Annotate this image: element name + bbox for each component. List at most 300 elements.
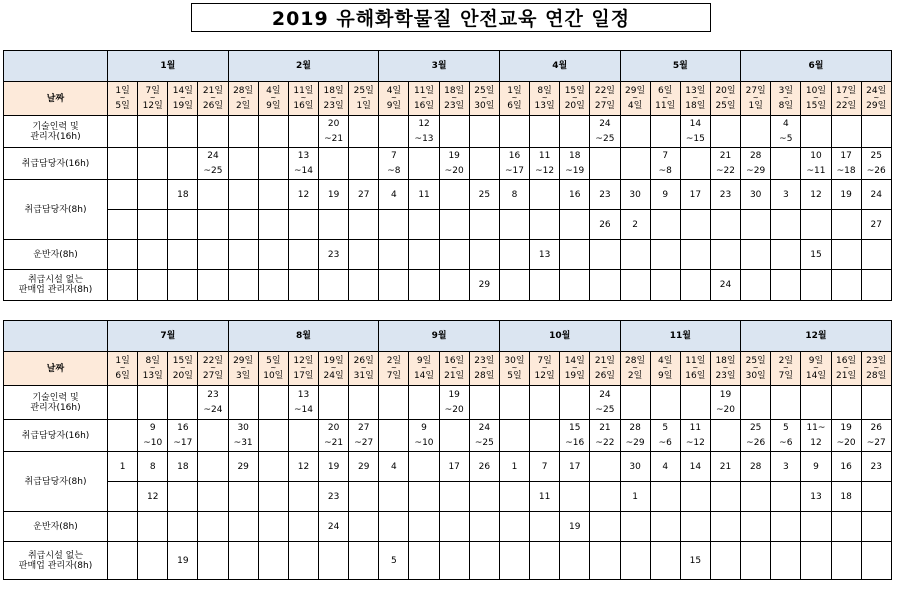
schedule-cell [138,386,168,420]
schedule-cell [710,240,740,270]
schedule-date: 1 [119,461,126,472]
schedule-cell [319,482,349,512]
week-tilde: ~ [119,364,126,372]
week-end: 23일 [715,371,736,381]
schedule-cell [379,240,409,270]
course-label-line: 판매업 관리자(8h) [18,560,93,571]
course-row [4,210,892,240]
schedule-date: 21 [599,423,611,433]
week-start: 27일 [745,86,766,96]
schedule-cell [258,240,288,270]
week-end: 1일 [356,101,371,111]
schedule-date: ~25 [595,405,615,415]
month-header: 5월 [620,51,741,82]
schedule-cell [319,148,349,180]
week-range [409,352,439,386]
week-end: 27일 [202,371,224,381]
week-end: 5일 [507,371,522,381]
week-tilde: ~ [210,364,216,372]
schedule-date: ~10 [143,438,163,448]
schedule-cell [831,482,861,512]
week-range [168,82,198,116]
schedule-cell [771,180,801,210]
schedule-date: 17 [448,461,460,472]
schedule-cell [650,542,680,580]
week-start: 3일 [778,86,794,96]
schedule-cell [349,386,379,420]
schedule-cell [680,542,710,580]
week-tilde: ~ [541,94,548,102]
schedule-cell [710,148,740,180]
schedule-cell [499,512,529,542]
course-label-line: 관리자(16h) [30,131,81,142]
schedule-cell [861,180,891,210]
schedule-cell [560,148,590,180]
week-start: 30일 [504,356,525,366]
schedule-cell [379,512,409,542]
month-header: 1월 [108,51,229,82]
week-end: 15일 [805,101,827,111]
schedule-cell [409,180,439,210]
week-end: 19일 [172,101,193,111]
schedule-cell [319,270,349,301]
schedule-cell [409,512,439,542]
schedule-cell [590,240,620,270]
course-label-line: 기술인력 및 [32,121,79,132]
month-header: 8월 [228,321,379,352]
schedule-date: ~18 [836,166,856,176]
schedule-cell [319,542,349,580]
week-tilde: ~ [451,364,458,372]
week-tilde: ~ [722,94,729,102]
week-tilde: ~ [240,94,247,102]
week-range [560,82,590,116]
course-row [4,240,892,270]
schedule-cell [680,240,710,270]
week-end: 5일 [115,101,130,111]
week-tilde: ~ [390,94,397,102]
schedule-cell [349,512,379,542]
schedule-date: 20 [327,119,340,129]
schedule-cell [439,148,469,180]
schedule-cell [620,512,650,542]
schedule-cell [801,482,831,512]
week-tilde: ~ [843,364,850,372]
week-tilde: ~ [571,364,578,372]
week-range [560,352,590,386]
schedule-cell [590,386,620,420]
schedule-date: ~20 [444,166,464,176]
schedule-date: 17 [569,461,581,472]
week-range [741,352,771,386]
schedule-date: 13 [297,151,310,161]
week-start: 17일 [836,86,857,96]
schedule-cell [710,452,740,482]
schedule-cell [650,148,680,180]
schedule-cell [349,148,379,180]
schedule-cell [771,210,801,240]
schedule-cell [349,240,379,270]
schedule-date: ~21 [324,134,344,144]
schedule-date: 4 [391,189,397,200]
schedule-cell [831,180,861,210]
schedule-cell [228,542,258,580]
course-row [4,512,892,542]
schedule-cell [620,386,650,420]
schedule-date: 23 [599,189,611,200]
week-start: 22일 [202,356,224,366]
schedule-cell [168,270,198,301]
week-end: 21일 [444,371,465,381]
week-start: 22일 [594,86,615,96]
schedule-cell [741,116,771,148]
schedule-cell [108,452,138,482]
schedule-date: 4 [662,461,669,472]
week-tilde: ~ [662,94,669,102]
schedule-date: 20 [327,423,340,433]
schedule-date: 7 [541,461,548,472]
week-range [590,352,620,386]
schedule-cell [288,148,318,180]
week-range [108,352,138,386]
week-tilde: ~ [390,364,397,372]
week-start: 4일 [266,86,281,96]
schedule-date: ~24 [203,405,223,415]
schedule-cell [620,420,650,452]
course-row [4,542,892,580]
week-range [439,352,469,386]
schedule-cell [228,210,258,240]
schedule-cell [319,116,349,148]
schedule-cell [228,482,258,512]
week-range [680,352,710,386]
course-row [4,452,892,482]
schedule-cell [861,542,891,580]
week-tilde: ~ [481,364,488,372]
schedule-cell [349,270,379,301]
schedule-cell [258,482,288,512]
schedule-cell [108,116,138,148]
schedule-cell [439,386,469,420]
schedule-date: 18 [569,151,581,161]
week-end: 25일 [715,101,736,111]
schedule-cell [861,386,891,420]
schedule-date: 3 [782,189,789,200]
week-tilde: ~ [541,364,548,372]
schedule-cell [319,180,349,210]
course-row [4,386,892,420]
schedule-cell [198,482,228,512]
schedule-cell [499,452,529,482]
week-start: 4일 [386,86,402,96]
schedule-cell [831,116,861,148]
schedule-cell [228,240,258,270]
schedule-cell [620,210,650,240]
week-range [379,352,409,386]
schedule-date: ~17 [173,438,193,448]
schedule-cell [620,542,650,580]
week-start: 18일 [444,86,465,96]
schedule-cell [349,210,379,240]
schedule-cell [349,180,379,210]
week-range [831,352,861,386]
schedule-cell [379,420,409,452]
week-tilde: ~ [692,94,699,102]
schedule-cell [560,270,590,301]
schedule-cell [741,386,771,420]
schedule-cell [198,148,228,180]
week-tilde: ~ [270,94,277,102]
week-range [258,82,288,116]
schedule-date: 4 [391,461,397,472]
week-range [861,82,891,116]
week-tilde: ~ [240,364,247,372]
schedule-cell [469,240,499,270]
schedule-date: 19 [327,189,340,200]
schedule-cell [560,386,590,420]
week-end: 12일 [142,101,163,111]
week-end: 22일 [836,101,857,111]
schedule-cell [801,270,831,301]
week-end: 1일 [748,101,763,111]
schedule-date: 9 [149,423,156,433]
schedule-cell [530,386,560,420]
week-range [288,352,318,386]
schedule-date: ~12 [685,438,705,448]
schedule-cell [439,452,469,482]
week-start: 4일 [658,356,673,366]
schedule-date: 29 [237,461,249,472]
schedule-date: 16 [840,461,852,472]
schedule-cell [680,180,710,210]
week-tilde: ~ [511,94,518,102]
week-tilde: ~ [692,364,699,372]
schedule-cell [499,148,529,180]
schedule-cell [108,512,138,542]
schedule-cell [650,512,680,542]
week-range [620,82,650,116]
course-label-line: 관리자(16h) [30,402,81,413]
schedule-cell [831,542,861,580]
schedule-date: ~25 [203,166,223,176]
course-row [4,148,892,180]
schedule-cell [620,180,650,210]
course-row [4,482,892,512]
week-range [228,352,258,386]
week-end: 14일 [805,371,827,381]
schedule-date: 19 [327,461,340,472]
schedule-date: ~10 [414,438,434,448]
schedule-cell [530,148,560,180]
schedule-cell [530,116,560,148]
schedule-cell [349,482,379,512]
schedule-cell [168,542,198,580]
schedule-cell [409,210,439,240]
week-tilde: ~ [451,94,458,102]
course-label [4,116,108,148]
schedule-cell [379,180,409,210]
schedule-date: 30 [629,461,641,472]
schedule-cell [228,148,258,180]
week-end: 16일 [685,371,706,381]
course-label [4,270,108,301]
schedule-date: 29 [478,280,491,290]
schedule-cell [108,420,138,452]
schedule-cell [409,542,439,580]
schedule-cell [650,420,680,452]
week-end: 13일 [534,101,555,111]
schedule-cell [650,270,680,301]
schedule-cell [379,210,409,240]
schedule-cell [590,452,620,482]
schedule-date: ~20 [444,405,464,415]
schedule-cell [439,512,469,542]
schedule-date: 15 [810,249,822,260]
schedule-cell [409,148,439,180]
schedule-cell [319,512,349,542]
month-header: 9월 [379,321,500,352]
schedule-date: 28 [749,461,762,472]
schedule-cell [439,270,469,301]
schedule-cell [439,210,469,240]
schedule-cell [590,210,620,240]
schedule-date: 25 [870,151,882,161]
week-end: 9일 [386,101,402,111]
schedule-cell [680,386,710,420]
schedule-date: ~26 [746,438,766,448]
schedule-date: 3 [782,461,789,472]
week-end: 21일 [836,371,857,381]
week-start: 13일 [685,86,706,96]
schedule-cell [620,116,650,148]
schedule-date: 8 [511,189,518,200]
week-end: 28일 [866,371,887,381]
week-range [138,352,168,386]
schedule-cell [168,420,198,452]
week-start: 16일 [836,356,857,366]
schedule-cell [650,180,680,210]
schedule-cell [138,420,168,452]
week-start: 19일 [323,356,344,366]
week-tilde: ~ [752,94,759,102]
schedule-cell [530,270,560,301]
schedule-cell [198,270,228,301]
week-tilde: ~ [601,364,608,372]
schedule-date: 24 [599,119,611,129]
week-end: 6일 [115,371,130,381]
week-start: 18일 [715,356,736,366]
schedule-cell [228,452,258,482]
month-header: 12월 [741,321,892,352]
week-end: 2일 [235,101,251,111]
week-end: 6일 [507,101,522,111]
week-end: 9일 [266,101,281,111]
week-tilde: ~ [601,94,608,102]
course-label [4,386,108,420]
week-start: 1일 [115,86,130,96]
schedule-cell [379,482,409,512]
schedule-cell [530,512,560,542]
schedule-cell [530,420,560,452]
schedule-cell [409,420,439,452]
schedule-cell [861,116,891,148]
schedule-date: 9 [662,189,669,200]
schedule-cell [710,180,740,210]
page-title: 2019 유해화학물질 안전교육 연간 일정 [191,3,711,32]
week-start: 14일 [172,86,193,96]
week-range [409,82,439,116]
course-label-line: 취급시설 없는 [27,275,84,285]
schedule-cell [198,452,228,482]
schedule-cell [861,148,891,180]
week-range [831,82,861,116]
schedule-cell [108,542,138,580]
schedule-cell [349,542,379,580]
schedule-date: 30 [749,189,762,200]
schedule-cell [108,482,138,512]
week-start: 15일 [564,86,585,96]
schedule-cell [379,542,409,580]
week-tilde: ~ [632,364,639,372]
schedule-cell [560,452,590,482]
week-row [4,82,892,116]
schedule-cell [108,148,138,180]
schedule-date: ~29 [625,438,645,448]
week-range [258,352,288,386]
schedule-date: 30 [237,423,249,433]
schedule-cell [499,386,529,420]
schedule-cell [198,240,228,270]
schedule-cell [499,542,529,580]
schedule-cell [138,180,168,210]
week-end: 10일 [263,371,284,381]
schedule-cell [258,420,288,452]
schedule-date: 29 [358,461,370,472]
schedule-cell [680,452,710,482]
week-tilde: ~ [330,94,337,102]
schedule-cell [710,512,740,542]
schedule-date: 18 [840,491,852,502]
week-tilde: ~ [149,94,156,102]
schedule-cell [710,386,740,420]
schedule-table-jan-jun [3,50,892,301]
schedule-cell [831,420,861,452]
schedule-cell [138,482,168,512]
week-range [349,352,379,386]
schedule-date: 24 [207,151,219,161]
schedule-date: 21 [719,461,732,472]
schedule-cell [288,482,318,512]
week-start: 2일 [386,356,402,366]
week-start: 1일 [507,86,522,96]
week-range [198,82,228,116]
schedule-date: ~21 [324,438,344,448]
schedule-date: 12 [810,189,822,200]
schedule-cell [469,512,499,542]
schedule-cell [288,452,318,482]
schedule-date: ~11 [806,166,826,176]
course-label-line: 취급시설 없는 [27,550,84,561]
course-label-line: 판매업 관리자(8h) [18,285,93,295]
week-tilde: ~ [632,94,639,102]
schedule-date: 24 [870,189,882,200]
schedule-cell [560,482,590,512]
schedule-cell [710,116,740,148]
schedule-cell [288,512,318,542]
schedule-date: ~26 [866,166,886,176]
schedule-date: 2 [632,219,638,230]
schedule-cell [168,210,198,240]
